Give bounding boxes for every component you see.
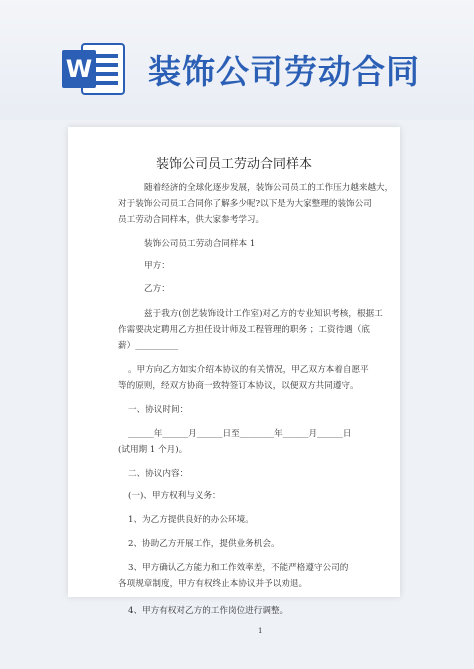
document-title: 装饰公司员工劳动合同样本 <box>155 157 312 172</box>
list-item: 4、甲方有权对乙方的工作岗位进行调整。 <box>128 606 289 616</box>
paragraph-line: 薪）__________ <box>118 341 179 351</box>
paragraph-line: 兹于我方(创艺装饰设计工作室)对乙方的专业知识考核，根据工 <box>144 309 383 319</box>
paragraph-line: 对于装饰公司员工合同你了解多少呢?以下是为大家整理的装饰公司 <box>118 199 372 209</box>
section-heading: 装饰公司员工劳动合同样本 1 <box>144 239 256 249</box>
list-item: 各项规章制度，甲方有权终止本协议并予以劝退。 <box>118 579 308 589</box>
list-item: 1、为乙方提供良好的办公环境。 <box>128 515 254 525</box>
banner-title: 装饰公司劳动合同 <box>148 52 420 91</box>
paragraph-line: 作需要决定聘用乙方担任设计师及工程管理的职务 ；工资待遇（底 <box>118 325 370 335</box>
party-a-label: 甲方： <box>144 261 170 271</box>
page-number: 1 <box>258 627 263 635</box>
clause-heading: 二、协议内容： <box>128 469 189 479</box>
header-banner <box>0 0 474 120</box>
document-page <box>68 127 400 597</box>
paragraph-line: 随着经济的全球化逐步发展，装饰公司员工的工作压力越来越大， <box>144 183 394 193</box>
paragraph-line: (试用期 1 个月)。 <box>118 445 188 455</box>
svg-text:W: W <box>65 55 93 83</box>
clause-heading: 一、协议时间： <box>128 405 189 415</box>
clause-heading: (一)、甲方权利与义务： <box>128 491 221 501</box>
list-item: 3、甲方确认乙方能力和工作效率差，不能严格遵守公司的 <box>128 563 349 573</box>
word-document-icon <box>62 40 126 98</box>
paragraph-line: 员工劳动合同样本，供大家参考学习。 <box>118 215 265 225</box>
date-range-line: ______年______月______日至________年______月______日 <box>128 429 352 439</box>
paragraph-line: 等的原则，经双方协商一致特签订本协议，以便双方共同遵守。 <box>118 381 359 391</box>
party-b-label: 乙方： <box>144 284 170 294</box>
paragraph-line: 。甲方向乙方如实介绍本协议的有关情况，甲乙双方本着自愿平 <box>128 365 369 375</box>
list-item: 2、协助乙方开展工作，提供业务机会。 <box>128 539 280 549</box>
